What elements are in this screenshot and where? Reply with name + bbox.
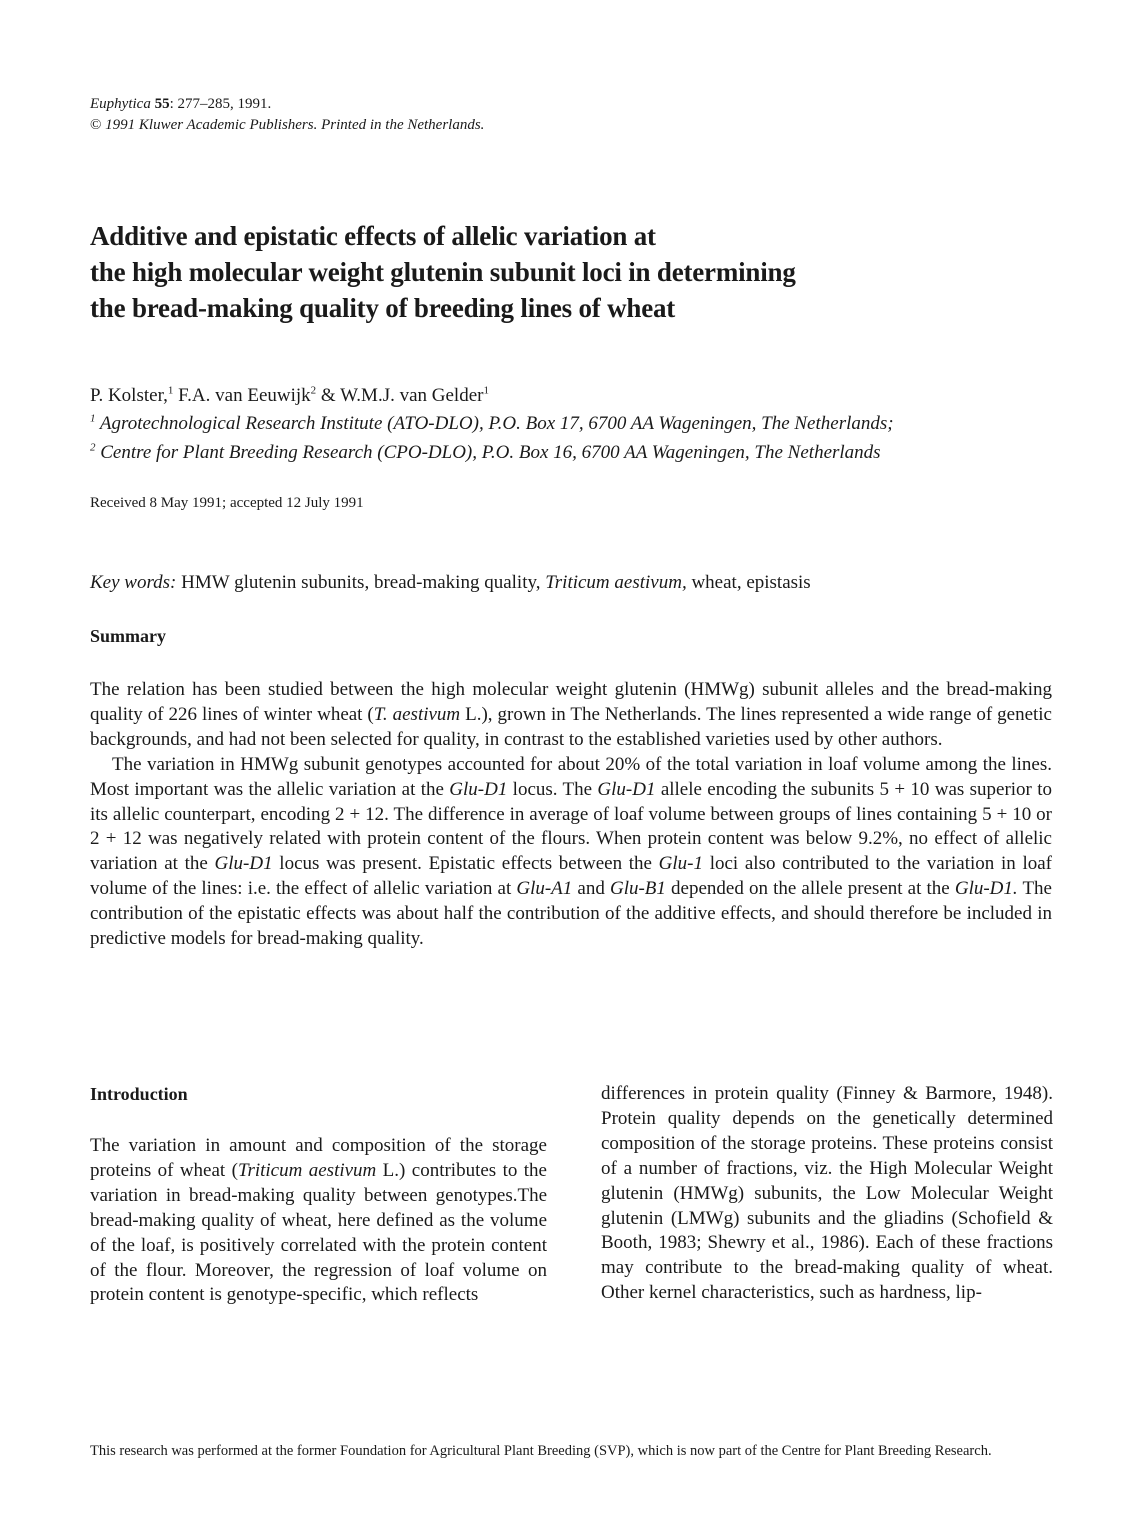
- introduction-heading: Introduction: [90, 1084, 188, 1104]
- species-name: T. aestivum: [373, 703, 461, 725]
- author-name: & W.M.J. van Gelder: [316, 385, 484, 406]
- affiliation-2: [90, 440, 881, 466]
- intro-paragraph: differences in protein quality (Finney & Barmore, 1948). Protein quality depends on the genetically determined composition of the storage proteins. These proteins consist of a number of fractions, viz. the High Molecular Weight glutenin (HMWg) subunits, the Low Molecular Weight glutenin (LMWg) subunits and the gliadins (Schofield & Booth, 1983; Shewry et al., 1986). Each of these fractions may contribute to the bread-making quality of wheat. Other kernel characteristics, such as hardness, lip-: [601, 1083, 1053, 1304]
- title-line: the bread-making quality of breeding lines of wheat: [90, 293, 676, 323]
- summary-paragraph: [90, 678, 1052, 753]
- text-run: The contribution of the epistatic effects was about half the contribution of the additive effects, and should therefore be included in predictive models for bread-making quality.: [90, 878, 1052, 950]
- author-affiliation-mark: 2: [310, 384, 317, 397]
- text-run: The relation has been studied between the high molecular weight glutenin (HMWg) subunit alleles and the bread-making quality of 226 lines of winter wheat (: [90, 679, 1052, 725]
- intro-paragraph: [90, 1134, 547, 1308]
- summary-heading: Summary: [90, 626, 166, 646]
- keywords-species: Triticum aestivum,: [545, 572, 687, 593]
- introduction-left-column: [90, 1134, 547, 1308]
- journal-pages: : 277–285, 1991.: [169, 96, 272, 112]
- journal-line: [90, 94, 484, 115]
- text-run: L.) contributes to the variation in bread-making quality between genotypes.The bread-making quality of wheat, here defined as the volume of the loaf, is positively correlated with the protein content of the flour. Moreover, the regression of loaf volume on protein content is genotype-specific, which reflects: [90, 1159, 547, 1306]
- text-run: allele encoding the subunits 5 + 10 was superior to its allelic counterpart, encoding 2 + 12. The difference in average of loaf volume between groups of lines containing 5 + 10 or 2 + 12 was negatively related with protein content of the flours. When protein content was below 9.2%, no effect of allelic variation at the: [90, 778, 1052, 875]
- keywords-text: HMW glutenin subunits, bread-making quality,: [176, 572, 546, 593]
- affiliation-text: Centre for Plant Breeding Research (CPO-DLO), P.O. Box 16, 6700 AA Wageningen, The Netherlands: [95, 442, 881, 463]
- text-run: loci also contributed to the variation in loaf volume of the lines: i.e. the effect of allelic variation at: [90, 853, 1052, 900]
- journal-volume: 55: [154, 96, 170, 112]
- text-run: The variation in HMWg subunit genotypes accounted for about 20% of the total variation in loaf volume among the lines. Most important was the allelic variation at the: [90, 753, 1052, 800]
- locus-name: Glu-D1: [214, 853, 273, 875]
- summary-body: [90, 678, 1052, 952]
- footnote: This research was performed at the former Foundation for Agricultural Plant Breeding (SVP), which is now part of the Centre for Plant Breeding Research.: [90, 1443, 992, 1459]
- species-name: Triticum aestivum: [237, 1159, 377, 1181]
- affiliation-text: Agrotechnological Research Institute (ATO-DLO), P.O. Box 17, 6700 AA Wageningen, The Netherlands;: [95, 413, 894, 434]
- journal-citation: [90, 94, 484, 136]
- copyright-line: [90, 115, 484, 136]
- journal-name: Euphytica: [90, 96, 151, 112]
- locus-name: Glu-D1: [597, 778, 656, 800]
- locus-name: Glu-D1.: [954, 878, 1018, 900]
- author-name: F.A. van Eeuwijk: [173, 385, 311, 406]
- title-line: Additive and epistatic effects of allelic variation at: [90, 221, 656, 251]
- copyright-icon: ©: [90, 117, 102, 133]
- locus-name: Glu-A1: [516, 878, 573, 900]
- locus-name: Glu-1: [658, 853, 703, 875]
- affiliation-1: [90, 411, 894, 437]
- affiliation-mark: 2: [90, 441, 96, 454]
- locus-name: Glu-B1: [609, 878, 666, 900]
- text-run: and: [572, 878, 610, 900]
- introduction-right-column: [601, 1082, 1053, 1306]
- title-line: the high molecular weight glutenin subunit loci in determining: [90, 257, 796, 287]
- author-affiliation-mark: 1: [167, 384, 174, 397]
- author-list: [90, 383, 489, 409]
- author-name: P. Kolster,: [90, 385, 168, 406]
- keywords: [90, 570, 811, 596]
- keywords-text: wheat, epistasis: [686, 572, 811, 593]
- summary-paragraph: [90, 753, 1052, 952]
- text-run: The variation in amount and composition of the storage proteins of wheat (: [90, 1135, 547, 1181]
- affiliation-mark: 1: [90, 412, 96, 425]
- text-run: locus was present. Epistatic effects between the: [272, 853, 659, 875]
- locus-name: Glu-D1: [449, 778, 508, 800]
- received-dates: Received 8 May 1991; accepted 12 July 1991: [90, 495, 364, 511]
- paper-title: [90, 218, 1050, 326]
- text-run: depended on the allele present at the: [665, 878, 955, 900]
- text-run: locus. The: [507, 778, 598, 800]
- keywords-label: Key words:: [90, 572, 177, 593]
- text-run: L.), grown in The Netherlands. The lines represented a wide range of genetic backgrounds, and had not been selected for quality, in contrast to the established varieties used by other authors.: [90, 703, 1052, 750]
- author-affiliation-mark: 1: [483, 384, 489, 397]
- copyright-text: 1991 Kluwer Academic Publishers. Printed in the Netherlands.: [101, 117, 485, 133]
